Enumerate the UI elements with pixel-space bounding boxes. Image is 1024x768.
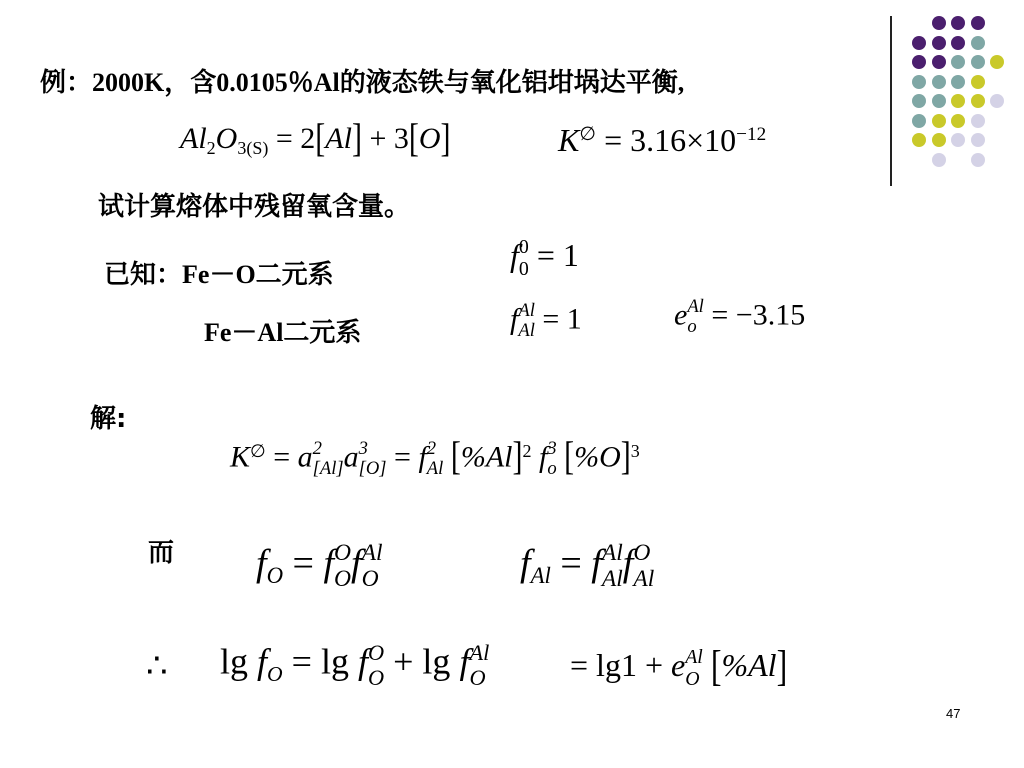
equation-log: $\lg f_O = \lg f$ O O + lg f Al O [220,640,490,690]
decorative-dot [990,94,1004,108]
equation-fo: $f_O = f$ O O f Al O [256,540,383,592]
decorative-dot [990,55,1004,69]
decorative-dot [971,36,985,50]
decorative-dot [971,55,985,69]
known-row-2: Fe－Al二元系 [204,318,362,347]
decorative-dot [951,133,965,147]
decorative-dot [932,55,946,69]
decorative-dot [971,94,985,108]
therefore-symbol: ∴ [146,648,168,685]
decorative-dot [912,36,926,50]
eoal-expression: e Al o = −3.15 [674,296,806,338]
decorative-dot [951,114,965,128]
equation-k-activity: K∅ = a 2 [Al] a 3 [O] = f 2 Al $[\%Al]^2$ f 3 o $[\%O]^3$ [230,434,640,480]
divider-line [890,16,892,186]
falal-expression: f Al Al = 1 [510,300,582,342]
decorative-dot [971,75,985,89]
decorative-dot [951,55,965,69]
equation-log-rhs: = lg1 + e Al O [%Al] [570,640,788,690]
example-intro [40,62,684,99]
decorative-dot [912,55,926,69]
decorative-dot [912,94,926,108]
example-prefix: 例： [40,68,93,98]
decorative-dot [951,75,965,89]
decorative-dot [951,16,965,30]
known-row-1: 已知：Fe－O二元系 [104,260,334,290]
reaction-equation: $Al_2O_{3(S)} = 2[Al] + 3[O]$ [180,116,451,161]
decorative-dot [971,114,985,128]
er-label: 而 [148,538,175,568]
decorative-dot [951,36,965,50]
decorative-dot [932,16,946,30]
decorative-dot [932,94,946,108]
equilibrium-constant: $K^\emptyset = 3.16\times 10^{-12}$ [558,122,767,158]
decorative-dot [932,114,946,128]
decorative-dot [912,133,926,147]
decorative-dot [932,153,946,167]
decorative-dot [932,133,946,147]
solution-label: 解: [90,404,127,434]
decorative-dot [932,75,946,89]
f00-expression: f 0 0 = 1 [510,236,579,280]
question-text: 试计算熔体中残留氧含量。 [98,192,411,222]
page-number: 47 [946,706,961,721]
decorative-dot [971,16,985,30]
decorative-dot [951,94,965,108]
example-text: 2000K，含0.0105％Al的液态铁与氧化铝坩埚达平衡, [92,68,685,97]
decorative-dot [912,75,926,89]
decorative-dot [971,133,985,147]
decorative-dot [932,36,946,50]
decorative-dot [971,153,985,167]
decorative-dot [912,114,926,128]
equation-fal: $f_{Al} = f$ Al Al f O Al [520,540,655,592]
